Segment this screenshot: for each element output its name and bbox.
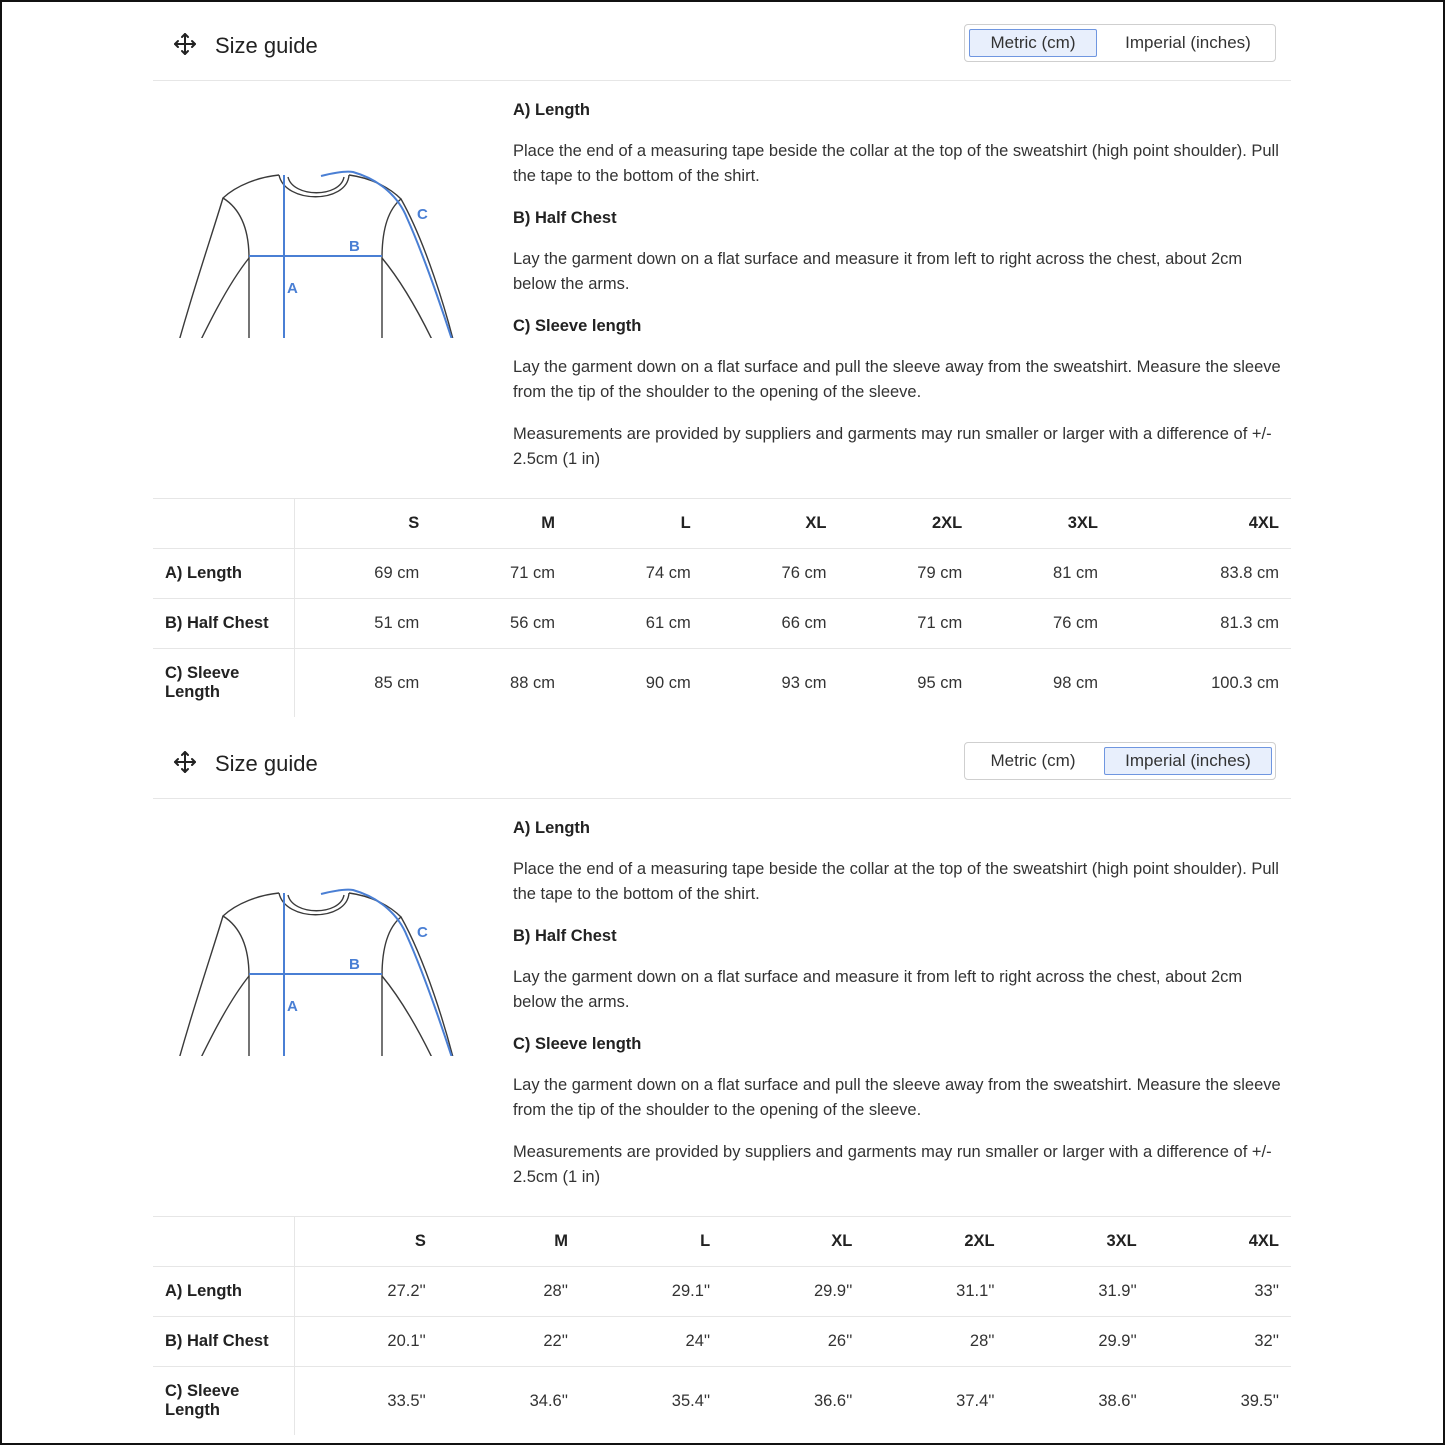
section-heading-chest: B) Half Chest (513, 209, 617, 227)
panel-title: Size guide (215, 33, 318, 58)
table-cell: 28'' (438, 1267, 580, 1317)
table-cell: 61 cm (567, 599, 703, 649)
table-cell: 33.5'' (387, 1391, 426, 1410)
size-table (153, 1216, 1291, 1435)
measurement-note: Measurements are provided by suppliers and garments may run smaller or larger with a difference of +/- 2.5cm (1 in) (513, 425, 1272, 468)
panel-title: Size guide (215, 751, 318, 776)
table-cell: 38.6'' (1098, 1391, 1137, 1410)
label-a: A (287, 280, 298, 297)
metric-button[interactable]: Metric (cm) (990, 751, 1076, 770)
table-cell: 24'' (580, 1317, 722, 1367)
table-cell: 51 cm (295, 599, 432, 649)
table-cell: 71 cm (838, 599, 974, 649)
imperial-button[interactable]: Imperial (inches) (1104, 747, 1272, 775)
size-table (153, 498, 1291, 717)
table-cell: 81 cm (974, 549, 1110, 599)
table-cell: 31.9'' (1007, 1267, 1149, 1317)
section-text-sleeve: Lay the garment down on a flat surface and pull the sleeve away from the sweatshirt. Measure the sleeve from the tip of the shoulder to the opening of the sleeve. (513, 358, 1281, 401)
table-cell: 31.1'' (864, 1267, 1006, 1317)
section-text-chest: Lay the garment down on a flat surface and measure it from left to right across the chest, about 2cm below the arms. (513, 250, 1243, 293)
move-icon[interactable] (173, 32, 197, 56)
imperial-button[interactable]: Imperial (inches) (1125, 33, 1251, 52)
unit-toggle (964, 742, 1276, 780)
table-cell: 98 cm (1053, 673, 1098, 692)
table-row (153, 649, 1291, 718)
sweatshirt-diagram (161, 88, 473, 338)
table-cell: 27.2'' (295, 1267, 438, 1317)
table-corner (153, 1217, 295, 1267)
table-cell: 29.1'' (580, 1267, 722, 1317)
measurement-note: Measurements are provided by suppliers and garments may run smaller or larger with a difference of +/- 2.5cm (1 in) (513, 1143, 1272, 1186)
section-heading-sleeve: C) Sleeve length (513, 317, 642, 335)
sweatshirt-diagram (161, 806, 473, 1056)
size-header: S (295, 499, 432, 549)
table-row (153, 1317, 1291, 1367)
table-cell: 81.3 cm (1110, 599, 1291, 649)
section-text-length: Place the end of a measuring tape beside the collar at the top of the sweatshirt (high point shoulder). Pull the tape to the bottom of the shirt. (513, 142, 1279, 185)
table-cell: 35.4'' (671, 1391, 711, 1410)
panel-header (153, 4, 1291, 81)
table-cell: 74 cm (567, 549, 703, 599)
left-sleeve (169, 198, 249, 338)
table-header-row (153, 1217, 1291, 1267)
label-c: C (417, 206, 428, 223)
move-icon[interactable] (173, 750, 197, 774)
table-row (153, 599, 1291, 649)
panel-header (153, 722, 1291, 799)
size-guide-panel-metric (153, 4, 1291, 701)
table-cell: 33'' (1149, 1267, 1291, 1317)
table-header-row (153, 499, 1291, 549)
size-header: M (438, 1217, 580, 1267)
table-cell: 34.6'' (529, 1391, 569, 1410)
size-guide-panel-imperial (153, 722, 1291, 1419)
table-cell: 79 cm (838, 549, 974, 599)
table-cell: 100.3 cm (1211, 673, 1279, 692)
measure-line-c (321, 172, 463, 338)
table-cell: 26'' (722, 1317, 864, 1367)
section-heading-length: A) Length (513, 101, 590, 119)
table-cell: 29.9'' (722, 1267, 864, 1317)
table-cell: 39.5'' (1240, 1391, 1279, 1410)
size-header: S (295, 1217, 438, 1267)
row-label: A) Length (153, 549, 295, 599)
table-cell: 95 cm (917, 673, 963, 692)
table-cell: 90 cm (645, 673, 691, 692)
size-header: 4XL (1110, 499, 1291, 549)
label-b: B (349, 956, 360, 973)
section-text-length: Place the end of a measuring tape beside the collar at the top of the sweatshirt (high point shoulder). Pull the tape to the bottom of the shirt. (513, 860, 1279, 903)
size-header: 2XL (864, 1217, 1006, 1267)
size-header: XL (722, 1217, 864, 1267)
table-cell: 71 cm (431, 549, 567, 599)
size-header: 2XL (838, 499, 974, 549)
section-text-chest: Lay the garment down on a flat surface and measure it from left to right across the chest, about 2cm below the arms. (513, 968, 1243, 1011)
label-a: A (287, 998, 298, 1015)
table-cell: 69 cm (295, 549, 432, 599)
table-row (153, 549, 1291, 599)
row-label: B) Half Chest (153, 1317, 295, 1367)
size-header: L (580, 1217, 722, 1267)
measurement-instructions (513, 98, 1283, 489)
table-cell: 22'' (438, 1317, 580, 1367)
size-header: 3XL (1007, 1217, 1149, 1267)
table-cell: 28'' (864, 1317, 1006, 1367)
label-c: C (417, 924, 428, 941)
row-label: C) Sleeve Length (153, 1367, 295, 1436)
size-header: 4XL (1149, 1217, 1291, 1267)
measurement-instructions (513, 816, 1283, 1207)
row-label: C) Sleeve Length (153, 649, 295, 718)
metric-button[interactable]: Metric (cm) (969, 29, 1097, 57)
section-heading-length: A) Length (513, 819, 590, 837)
unit-toggle (964, 24, 1276, 62)
section-text-sleeve: Lay the garment down on a flat surface and pull the sleeve away from the sweatshirt. Measure the sleeve from the tip of the shoulder to the opening of the sleeve. (513, 1076, 1281, 1119)
size-header: XL (703, 499, 839, 549)
table-row (153, 1367, 1291, 1436)
table-cell: 76 cm (703, 549, 839, 599)
table-cell: 93 cm (781, 673, 827, 692)
table-row (153, 1267, 1291, 1317)
label-b: B (349, 238, 360, 255)
table-cell: 88 cm (510, 673, 555, 692)
size-header: L (567, 499, 703, 549)
table-cell: 85 cm (374, 673, 420, 692)
section-heading-chest: B) Half Chest (513, 927, 617, 945)
table-cell: 66 cm (703, 599, 839, 649)
table-cell: 20.1'' (295, 1317, 438, 1367)
left-sleeve (169, 916, 249, 1056)
table-cell: 37.4'' (956, 1391, 995, 1410)
row-label: A) Length (153, 1267, 295, 1317)
table-cell: 83.8 cm (1110, 549, 1291, 599)
table-corner (153, 499, 295, 549)
size-header: 3XL (974, 499, 1110, 549)
row-label: B) Half Chest (153, 599, 295, 649)
table-cell: 56 cm (431, 599, 567, 649)
table-cell: 76 cm (974, 599, 1110, 649)
section-heading-sleeve: C) Sleeve length (513, 1035, 642, 1053)
table-cell: 29.9'' (1007, 1317, 1149, 1367)
table-cell: 32'' (1149, 1317, 1291, 1367)
measure-line-c (321, 890, 463, 1056)
size-header: M (431, 499, 567, 549)
table-cell: 36.6'' (813, 1391, 853, 1410)
